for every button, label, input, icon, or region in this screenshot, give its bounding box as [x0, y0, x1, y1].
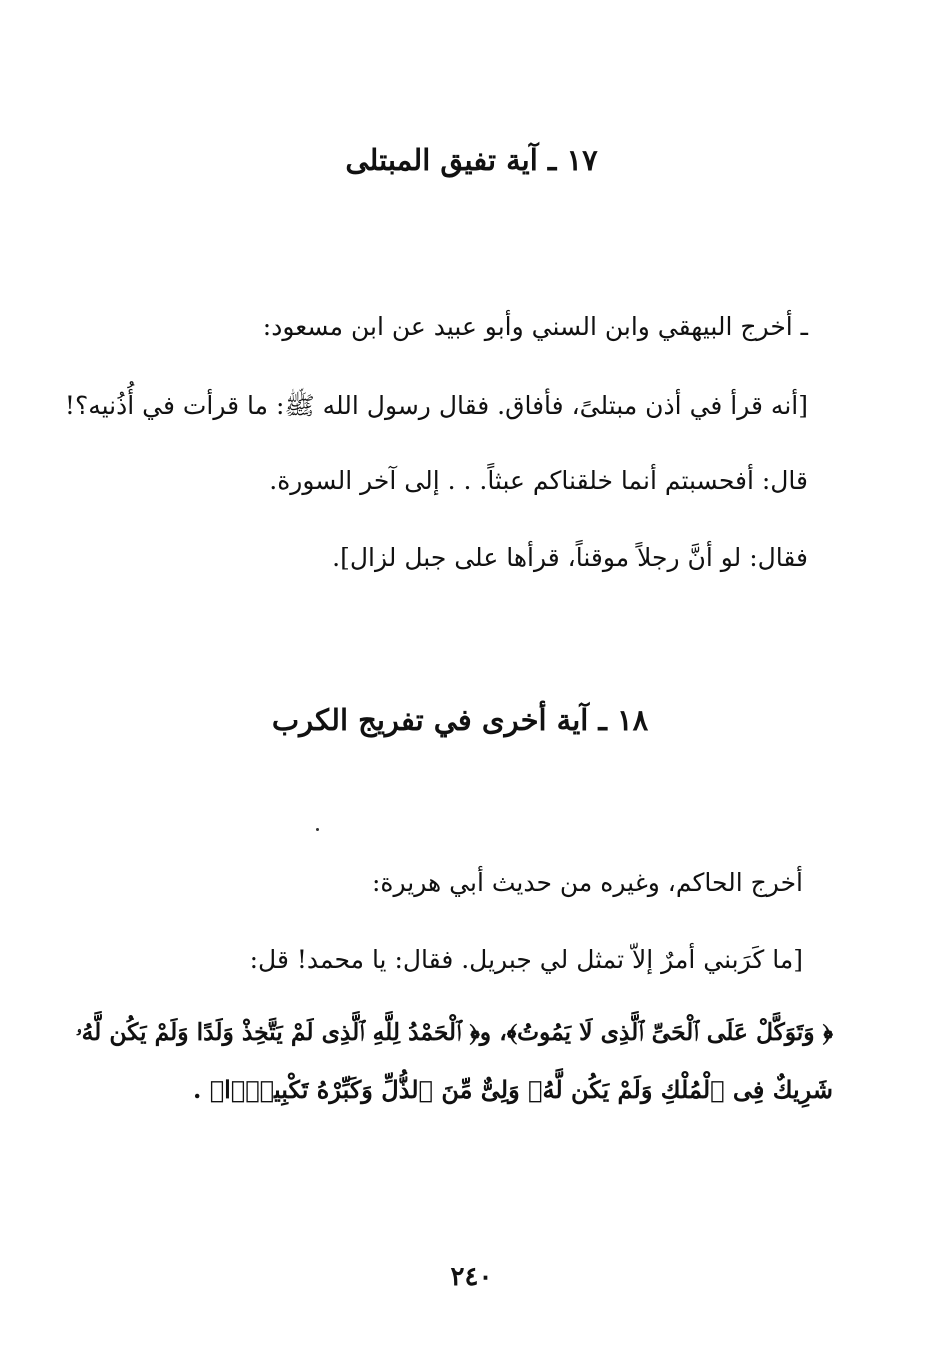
quran-verse-line-1: ﴿ وَتَوَكَّلْ عَلَى ٱلْحَىِّ ٱلَّذِى لَا يَمُوتُ﴾، و﴿ ٱلْحَمْدُ لِلَّهِ ٱلَّذِى لَمْ يَتَّخِذْ وَلَدًا وَلَمْ يَكُن لَّهُۥ [75, 1018, 833, 1046]
section-18-line-2: [ما كَرَبني أمرٌ إلاّ تمثل لي جبريل. فقال: يا محمد! قل: [249, 945, 803, 974]
quran-verse-line-2: شَرِيكٌ فِى ٱلْمُلْكِ وَلَمْ يَكُن لَّهُۥ وَلِىٌّ مِّنَ ٱلذُّلِّ وَكَبِّرْهُ تَكْبِيرًۢا﴾ . [193, 1075, 833, 1104]
section-17-line-4: فقال: لو أنَّ رجلاً موقناً، قرأها على جبل لزال]. [332, 543, 808, 572]
section-18-line-1: أخرج الحاكم، وغيره من حديث أبي هريرة: [371, 868, 803, 897]
section-17-title: ١٧ ـ آية تفيق المبتلى [345, 143, 598, 177]
section-17-line-3: قال: أفحسبتم أنما خلقناكم عبثاً. . . إلى آخر السورة. [269, 466, 808, 495]
page-number: ٢٤٠ [450, 1262, 493, 1292]
print-speck [316, 828, 319, 831]
section-17-line-2: [أنه قرأ في أذن مبتلىً، فأفاق. فقال رسول الله ﷺ: ما قرأت في أُذُنيه؟! [64, 391, 808, 420]
section-18-title: ١٨ ـ آية أخرى في تفريج الكرب [271, 703, 649, 737]
section-17-line-1: ـ أخرج البيهقي وابن السني وأبو عبيد عن ابن مسعود: [262, 312, 808, 341]
